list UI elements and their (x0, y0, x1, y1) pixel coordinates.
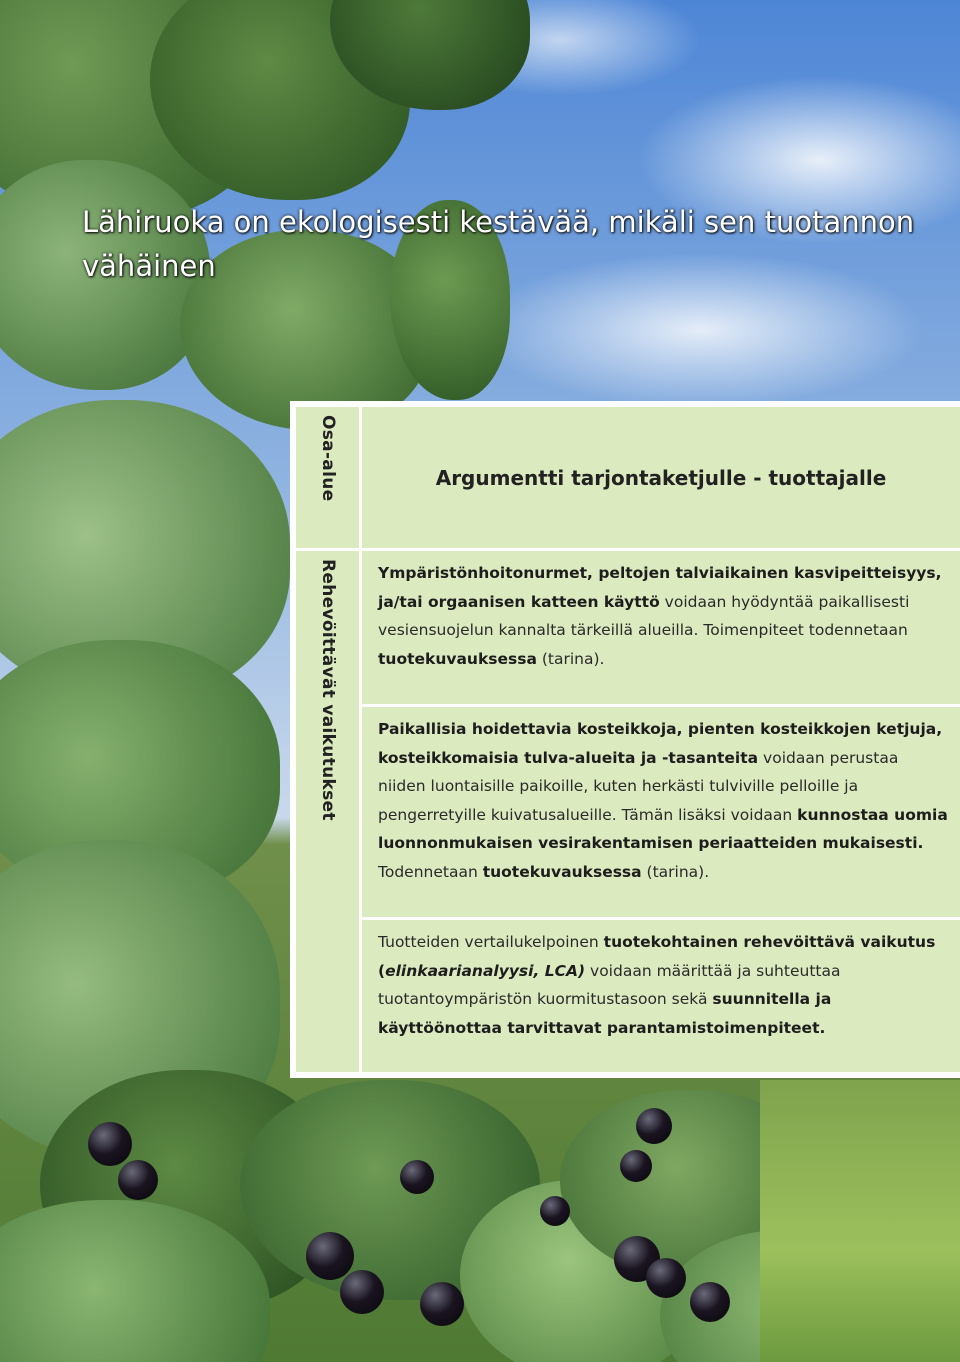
berry (646, 1258, 686, 1298)
row-label: Rehevöittävät vaikutukset (318, 559, 338, 821)
berry (540, 1196, 570, 1226)
cell-text-segment: Ympäristönhoitonurmet, peltojen talviaikainen kasvipeitteisyys, ja/tai orgaanisen katteen käyttö (378, 564, 942, 611)
cell-text-segment: tuotekuvauksessa (378, 649, 537, 668)
info-table (290, 401, 960, 1078)
cell-text-segment: Paikallisia hoidettavia kosteikkoja, pienten kosteikkojen ketjuja, kosteikkomaisia tulva-alueita ja -tasanteita (378, 720, 943, 767)
row-label-cell (296, 548, 362, 1072)
argument-cell-3 (362, 917, 960, 1072)
berry (88, 1122, 132, 1166)
berry (400, 1160, 434, 1194)
cell-text-segment: tuotekohtainen rehevöittävä vaikutus ( (378, 933, 936, 980)
column-header-cell (296, 407, 362, 548)
table-header: Argumentti tarjontaketjulle - tuottajalle (435, 465, 887, 490)
berry (306, 1232, 354, 1280)
cell-text-segment: (tarina). (536, 649, 605, 668)
cell-text-segment: tuotekuvauksessa (482, 862, 642, 881)
argument-cell-1 (362, 548, 960, 704)
cell-text-segment: elinkaarianalyysi, LCA) (385, 961, 586, 980)
berry (420, 1282, 464, 1326)
cell-text-segment: voidaan hyödyntää paikallisesti vesiensuojelun kannalta tärkeillä alueilla. Toimenpiteet todennetaan (378, 592, 910, 640)
cell-text-segment: suunnitella ja käyttöönottaa tarvittavat parantamistoimenpiteet. (378, 990, 832, 1037)
cell-text-segment: (tarina). (641, 862, 710, 881)
table-body (296, 407, 960, 1072)
cell-text-segment: Tuotteiden vertailukelpoinen (378, 933, 604, 951)
berry (340, 1270, 384, 1314)
berry (620, 1150, 652, 1182)
berry (118, 1160, 158, 1200)
page-title: Lähiruoka on ekologisesti kestävää, mikäli sen tuotannon vähäinen (82, 205, 915, 283)
cell-text-segment: Todennetaan (378, 862, 483, 881)
berry (690, 1282, 730, 1322)
argument-cell-2 (362, 704, 960, 917)
cell-text-segment: kunnostaa uomia luonnonmukaisen vesirakentamisen periaatteiden mukaisesti. (378, 805, 948, 853)
grass-area (760, 1080, 960, 1362)
cell-text-segment: voidaan määrittää ja suhteuttaa tuotantoympäristön kuormitustasoon sekä (378, 961, 841, 1009)
cell-text-segment: voidaan perustaa niiden luontaisille paikoille, kuten herkästi tulviville pelloille ja pengerretyille kuivatusalueille. Tämän lisäksi voidaan (378, 748, 899, 824)
berry (636, 1108, 672, 1144)
table-header-cell (362, 407, 960, 548)
column-header-label: Osa-alue (318, 415, 338, 502)
